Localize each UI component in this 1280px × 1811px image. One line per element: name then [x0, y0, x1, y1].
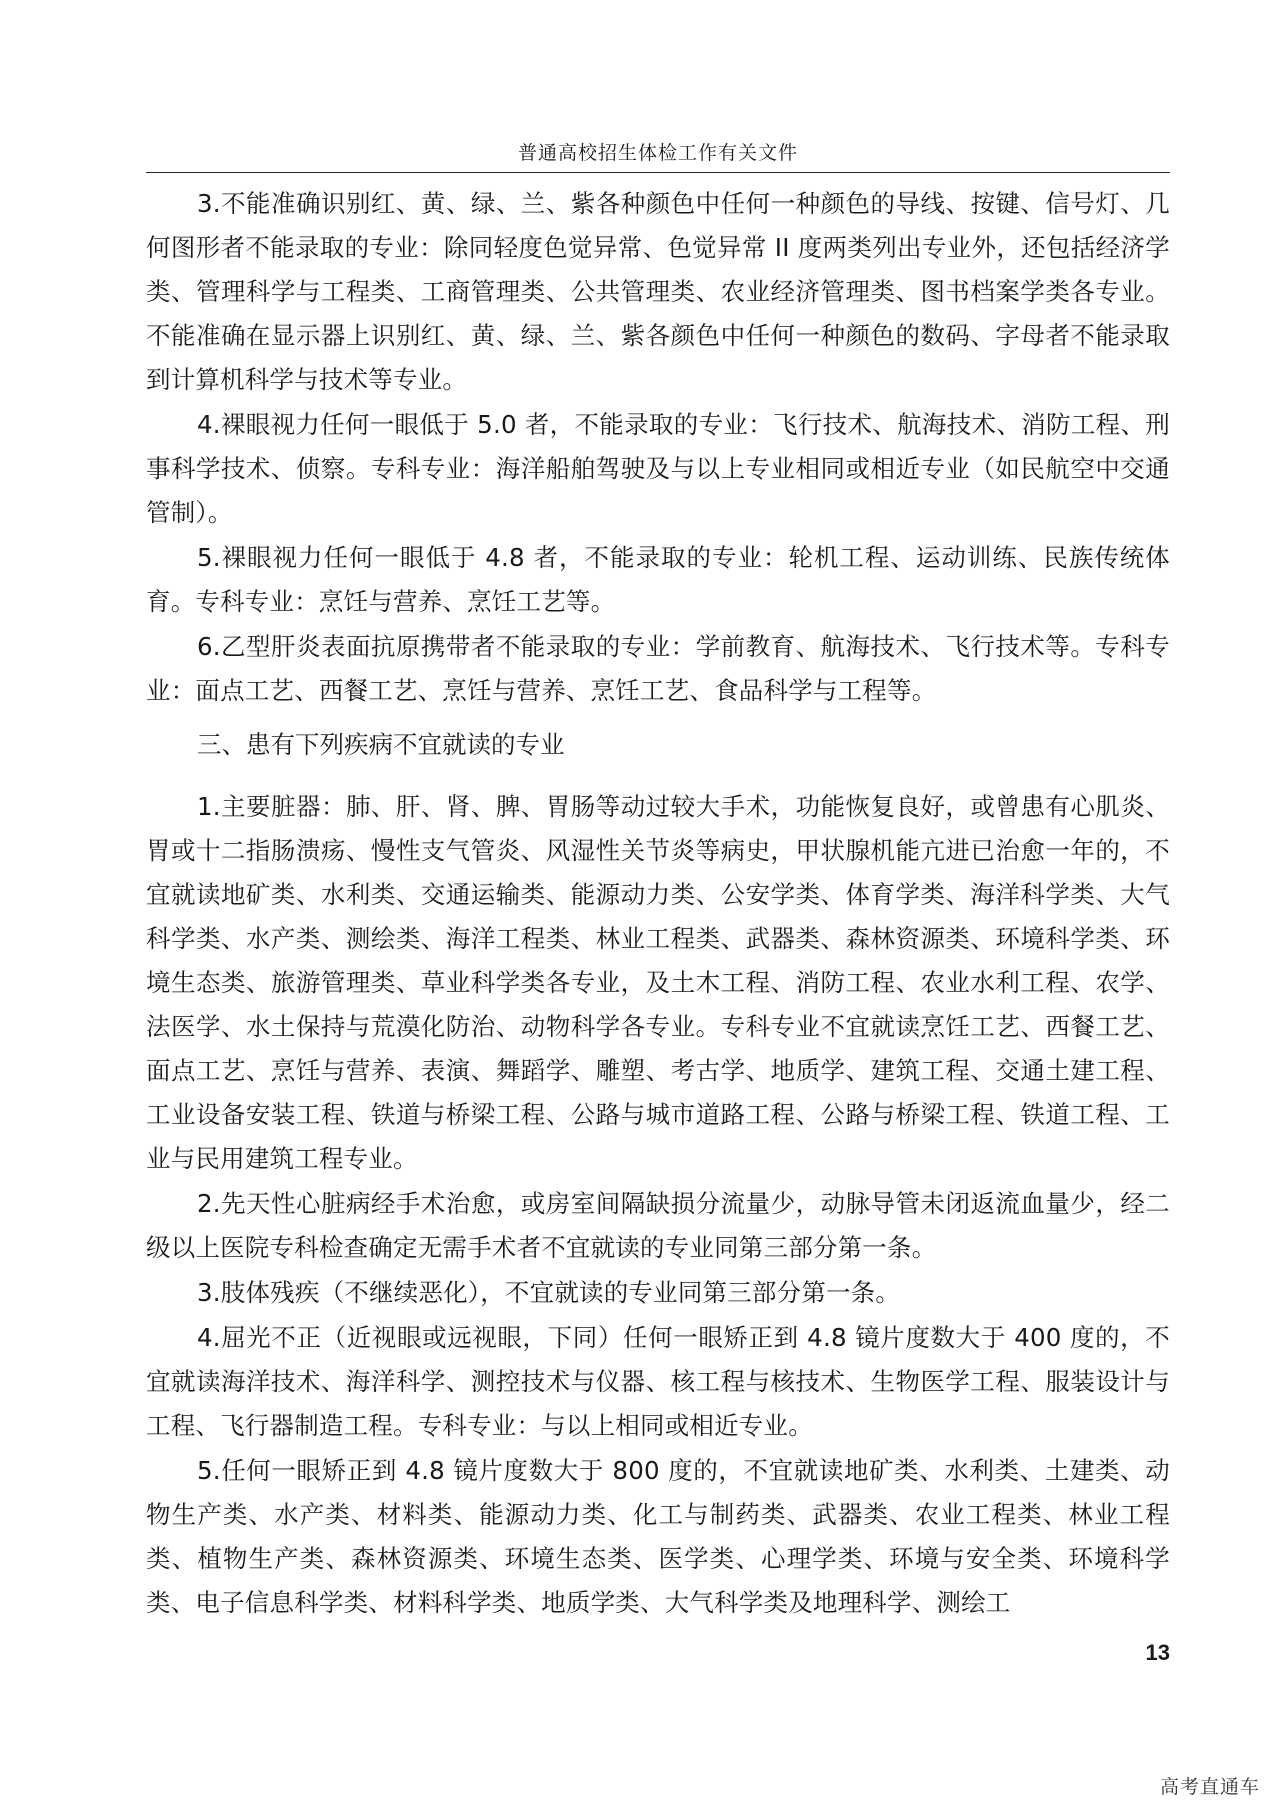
paragraph-refraction-800: 5.任何一眼矫正到 4.8 镜片度数大于 800 度的，不宜就读地矿类、水利类、土建类、动物生产类、水产类、材料类、能源动力类、化工与制药类、武器类、农业工程类、林业工程类、植物生产类、森林资源类、环境生态类、医学类、心理学类、环境与安全类、环境科学类、电子信息科学类、材料科学类、地质学类、大气科学类及地理科学、测绘工 — [146, 1456, 1170, 1617]
paragraph-vision-5-0: 4.裸眼视力任何一眼低于 5.0 者，不能录取的专业：飞行技术、航海技术、消防工程、刑事科学技术、侦察。专科专业：海洋船舶驾驶及与以上专业相同或相近专业（如民航空中交通管制）。 — [146, 410, 1170, 527]
header-rule — [146, 172, 1170, 173]
paragraph-color-vision-3: 3.不能准确识别红、黄、绿、兰、紫各种颜色中任何一种颜色的导线、按键、信号灯、几何图形者不能录取的专业：除同轻度色觉异常、色觉异常 II 度两类列出专业外，还包括经济学类、管理科学与工程类、工商管理类、公共管理类、农业经济管理类、图书档案学类各专业。不能准确在显示器上识别红、黄、绿、兰、紫各颜色中任何一种颜色的数码、字母者不能录取到计算机科学与技术等专业。 — [146, 189, 1170, 394]
page-number: 13 — [1145, 1640, 1170, 1665]
paragraph-hepatitis-b: 6.乙型肝炎表面抗原携带者不能录取的专业：学前教育、航海技术、飞行技术等。专科专业：面点工艺、西餐工艺、烹饪与营养、烹饪工艺、食品科学与工程等。 — [146, 632, 1170, 705]
running-header: 普通高校招生体检工作有关文件 — [517, 142, 798, 164]
paragraph-vision-4-8: 5.裸眼视力任何一眼低于 4.8 者，不能录取的专业：轮机工程、运动训练、民族传统体育。专科专业：烹饪与营养、烹饪工艺等。 — [146, 543, 1170, 616]
paragraph-refraction-400: 4.屈光不正（近视眼或远视眼，下同）任何一眼矫正到 4.8 镜片度数大于 400 度的，不宜就读海洋技术、海洋科学、测控技术与仪器、核工程与核技术、生物医学工程、服装设计与工程、飞行器制造工程。专科专业：与以上相同或相近专业。 — [146, 1323, 1170, 1440]
paragraph-congenital-heart: 2.先天性心脏病经手术治愈，或房室间隔缺损分流量少，动脉导管未闭返流血量少，经二级以上医院专科检查确定无需手术者不宜就读的专业同第三部分第一条。 — [146, 1189, 1170, 1262]
watermark-text: 高考直通车 — [1159, 1776, 1260, 1798]
page-body — [146, 182, 1170, 1625]
paragraph-limb-disability: 3.肢体残疾（不继续恶化），不宜就读的专业同第三部分第一条。 — [197, 1278, 901, 1307]
paragraph-major-organs: 1.主要脏器：肺、肝、肾、脾、胃肠等动过较大手术，功能恢复良好，或曾患有心肌炎、胃或十二指肠溃疡、慢性支气管炎、风湿性关节炎等病史，甲状腺机能亢进已治愈一年的，不宜就读地矿类、水利类、交通运输类、能源动力类、公安学类、体育学类、海洋科学类、大气科学类、水产类、测绘类、海洋工程类、林业工程类、武器类、森林资源类、环境科学类、环境生态类、旅游管理类、草业科学类各专业，及土木工程、消防工程、农业水利工程、农学、法医学、水土保持与荒漠化防治、动物科学各专业。专科专业不宜就读烹饪工艺、西餐工艺、面点工艺、烹饪与营养、表演、舞蹈学、雕塑、考古学、地质学、建筑工程、交通土建工程、工业设备安装工程、铁道与桥梁工程、公路与城市道路工程、公路与桥梁工程、铁道工程、工业与民用建筑工程专业。 — [146, 792, 1170, 1173]
section-heading-three: 三、患有下列疾病不宜就读的专业 — [197, 730, 565, 759]
